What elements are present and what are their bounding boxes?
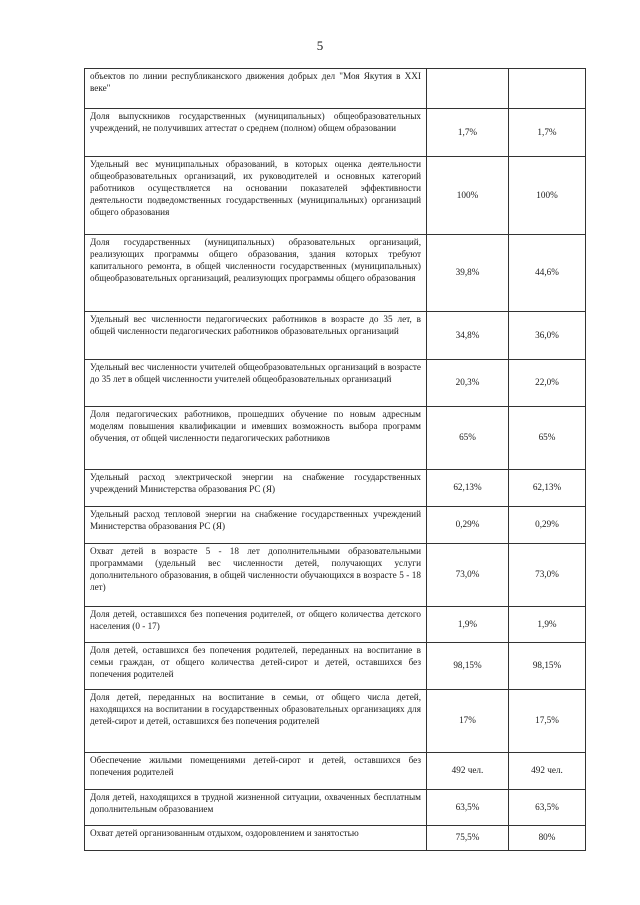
- indicator-value-col1: 20,3%: [427, 360, 509, 407]
- indicator-description: Доля детей, находящихся в трудной жизненной ситуации, охваченных бесплатным дополнительным образованием: [85, 790, 427, 826]
- table-row: [85, 826, 586, 851]
- indicator-value-col1: 39,8%: [427, 235, 509, 312]
- table-row: [85, 312, 586, 360]
- indicator-value-col2: 62,13%: [509, 470, 586, 507]
- indicator-value-col2: 36,0%: [509, 312, 586, 360]
- indicator-value-col1: 100%: [427, 157, 509, 235]
- table-row: [85, 643, 586, 690]
- table-row: [85, 790, 586, 826]
- indicator-description: объектов по линии республиканского движения добрых дел "Моя Якутия в XXI веке": [85, 69, 427, 109]
- indicator-description: Удельный вес численности учителей общеобразовательных организаций в возрасте до 35 лет в общей численности учителей общеобразовательных организаций: [85, 360, 427, 407]
- indicator-description: Охват детей в возрасте 5 - 18 лет дополнительными образовательными программами (удельный вес численности детей, получающих услуги дополнительного образования, в общей численности обучающихся в возрасте 5 - 18 лет): [85, 544, 427, 607]
- indicator-description: Доля выпускников государственных (муниципальных) общеобразовательных учреждений, не получивших аттестат о среднем (полном) общем образовании: [85, 109, 427, 157]
- indicator-value-col1: 65%: [427, 407, 509, 470]
- indicator-value-col2: 1,7%: [509, 109, 586, 157]
- table-row: [85, 470, 586, 507]
- indicator-description: Удельный расход электрической энергии на снабжение государственных учреждений Министерства образования РС (Я): [85, 470, 427, 507]
- indicator-value-col2: 0,29%: [509, 507, 586, 544]
- indicator-value-col2: [509, 69, 586, 109]
- indicator-value-col2: 492 чел.: [509, 753, 586, 790]
- table-row: [85, 235, 586, 312]
- table-row: [85, 507, 586, 544]
- table-row: [85, 607, 586, 643]
- indicator-value-col2: 1,9%: [509, 607, 586, 643]
- indicator-value-col1: 34,8%: [427, 312, 509, 360]
- table-row: [85, 109, 586, 157]
- indicator-description: Доля государственных (муниципальных) образовательных организаций, реализующих программы общего образования, здания которых требуют капитального ремонта, в общей численности государственных (муниципальных) общеобразовательных организаций, реализующих программы общего образования: [85, 235, 427, 312]
- indicator-value-col2: 100%: [509, 157, 586, 235]
- table-row: [85, 407, 586, 470]
- page-number: 5: [316, 38, 324, 53]
- table-row: [85, 69, 586, 109]
- indicator-description: Доля педагогических работников, прошедших обучение по новым адресным моделям повышения квалификации и имевших возможность выбора программ обучения, от общей численности педагогических работников: [85, 407, 427, 470]
- indicator-value-col1: 98,15%: [427, 643, 509, 690]
- indicator-value-col1: 62,13%: [427, 470, 509, 507]
- table-row: [85, 360, 586, 407]
- indicator-description: Обеспечение жилыми помещениями детей-сирот и детей, оставшихся без попечения родителей: [85, 753, 427, 790]
- indicator-value-col2: 98,15%: [509, 643, 586, 690]
- indicator-value-col1: [427, 69, 509, 109]
- indicator-description: Доля детей, оставшихся без попечения родителей, переданных на воспитание в семьи граждан, от общего количества детей-сирот и детей, оставшихся без попечения родителей: [85, 643, 427, 690]
- indicator-value-col2: 73,0%: [509, 544, 586, 607]
- indicator-description: Охват детей организованным отдыхом, оздоровлением и занятостью: [85, 826, 427, 851]
- indicator-value-col1: 17%: [427, 690, 509, 753]
- indicator-value-col2: 22,0%: [509, 360, 586, 407]
- indicator-value-col1: 492 чел.: [427, 753, 509, 790]
- indicator-value-col2: 44,6%: [509, 235, 586, 312]
- indicator-table-body: [85, 69, 586, 851]
- indicator-description: Удельный вес муниципальных образований, в которых оценка деятельности общеобразовательных организаций, их руководителей и основных категорий работников осуществляется на основании показателей эффективности деятельности подведомственных государственных (муниципальных) организаций общего образования: [85, 157, 427, 235]
- indicator-description: Доля детей, оставшихся без попечения родителей, от общего количества детского населения (0 - 17): [85, 607, 427, 643]
- table-row: [85, 544, 586, 607]
- indicator-description: Доля детей, переданных на воспитание в семьи, от общего числа детей, находящихся на воспитании в государственных образовательных организациях для детей-сирот и детей, оставшихся без попечения родителей: [85, 690, 427, 753]
- indicator-value-col1: 63,5%: [427, 790, 509, 826]
- indicator-value-col1: 1,7%: [427, 109, 509, 157]
- indicator-value-col2: 65%: [509, 407, 586, 470]
- indicator-table: [84, 68, 586, 851]
- indicator-value-col2: 63,5%: [509, 790, 586, 826]
- indicator-value-col1: 0,29%: [427, 507, 509, 544]
- table-row: [85, 753, 586, 790]
- indicator-value-col1: 1,9%: [427, 607, 509, 643]
- indicator-description: Удельный вес численности педагогических работников в возрасте до 35 лет, в общей численности педагогических работников образовательных организаций: [85, 312, 427, 360]
- indicator-description: Удельный расход тепловой энергии на снабжение государственных учреждений Министерства образования РС (Я): [85, 507, 427, 544]
- indicator-value-col1: 75,5%: [427, 826, 509, 851]
- indicator-value-col2: 17,5%: [509, 690, 586, 753]
- table-row: [85, 690, 586, 753]
- indicator-value-col1: 73,0%: [427, 544, 509, 607]
- indicator-value-col2: 80%: [509, 826, 586, 851]
- table-row: [85, 157, 586, 235]
